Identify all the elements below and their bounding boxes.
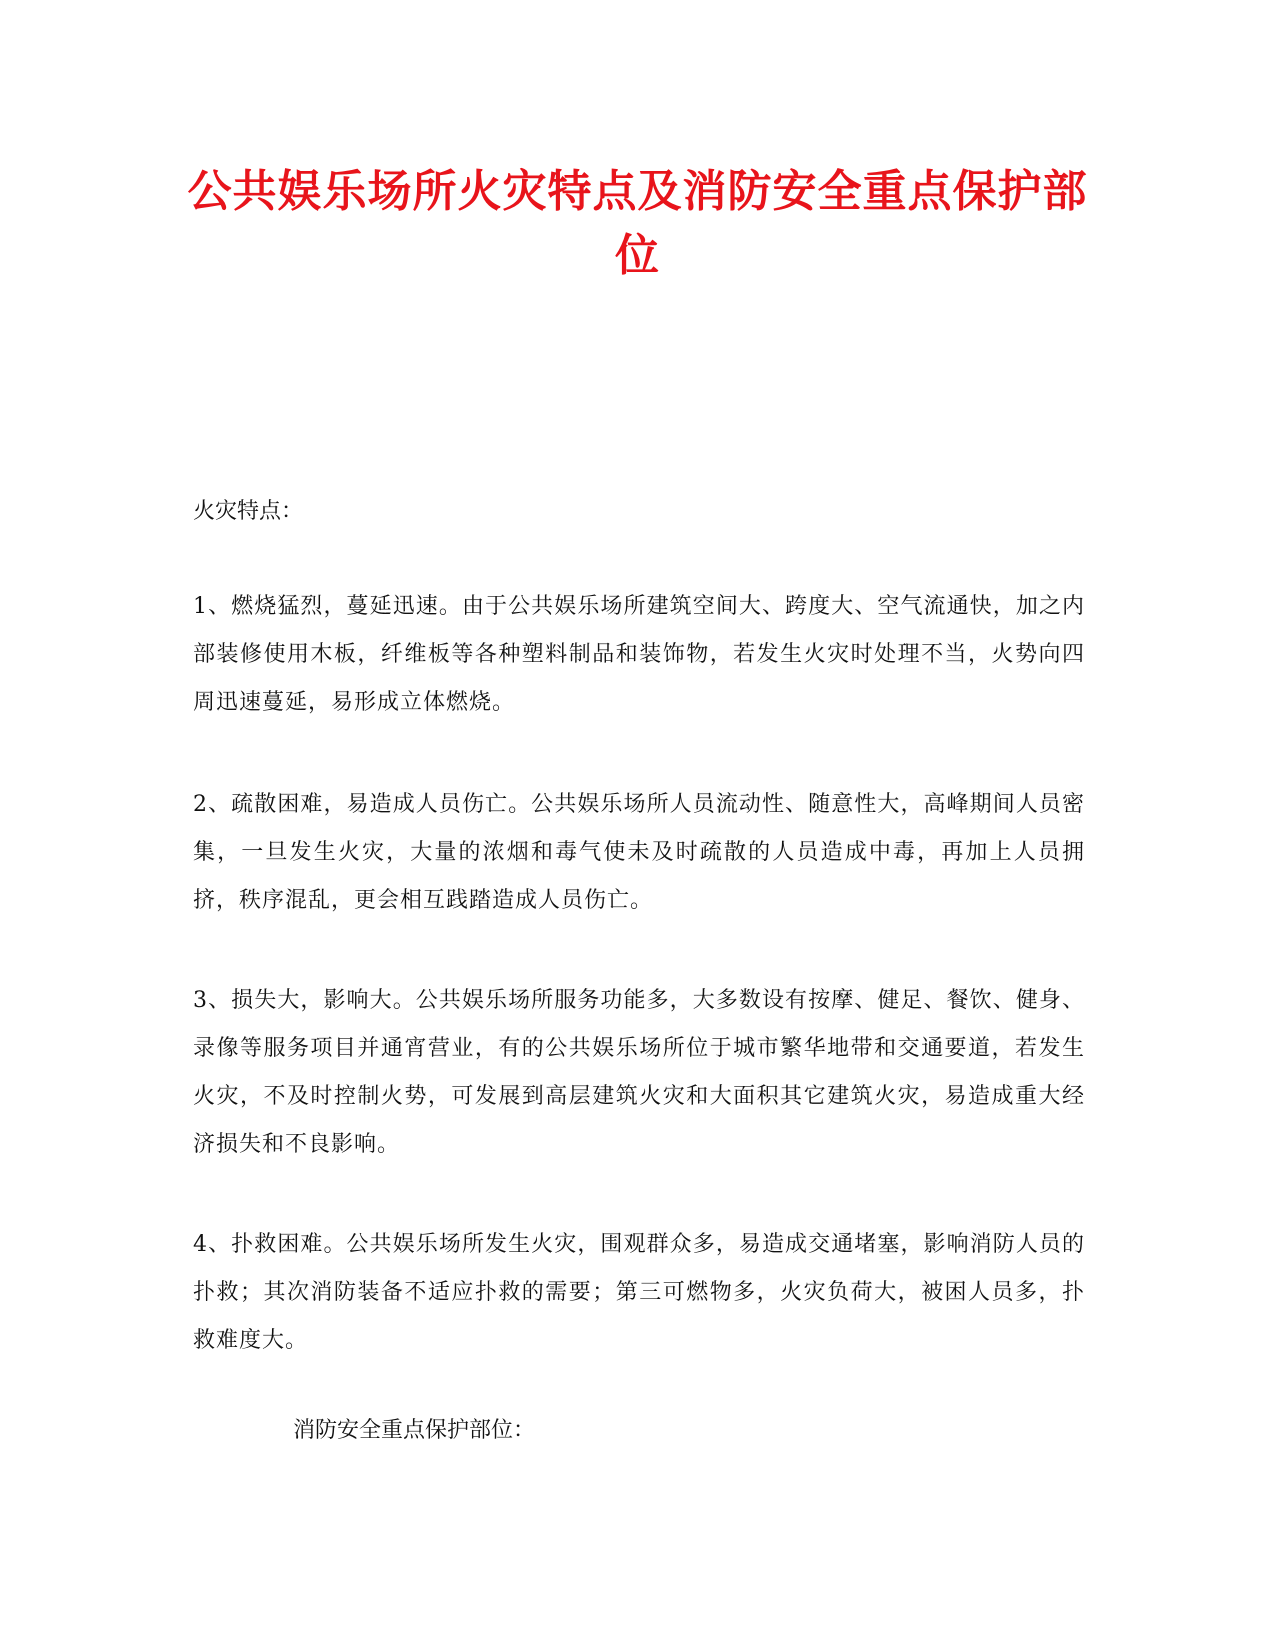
paragraph-4: 4、扑救困难。公共娱乐场所发生火灾，围观群众多，易造成交通堵塞，影响消防人员的扑救；其次消防装备不适应扑救的需要；第三可燃物多，火灾负荷大，被困人员多，扑救难度大。 xyxy=(193,1232,1085,1353)
section-heading-fire-characteristics: 火灾特点： xyxy=(193,499,304,524)
paragraph-2: 2、疏散困难，易造成人员伤亡。公共娱乐场所人员流动性、随意性大，高峰期间人员密集，一旦发生火灾，大量的浓烟和毒气使未及时疏散的人员造成中毒，再加上人员拥挤，秩序混乱，更会相互践踏造成人员伤亡。 xyxy=(193,792,1085,913)
paragraph-3: 3、损失大，影响大。公共娱乐场所服务功能多，大多数设有按摩、健足、餐饮、健身、录像等服务项目并通宵营业，有的公共娱乐场所位于城市繁华地带和交通要道，若发生火灾，不及时控制火势，可发展到高层建筑火灾和大面积其它建筑火灾，易造成重大经济损失和不良影响。 xyxy=(193,988,1085,1157)
paragraph-1: 1、燃烧猛烈，蔓延迅速。由于公共娱乐场所建筑空间大、跨度大、空气流通快，加之内部装修使用木板，纤维板等各种塑料制品和装饰物，若发生火灾时处理不当，火势向四周迅速蔓延，易形成立体燃烧。 xyxy=(193,594,1085,715)
document-title: 公共娱乐场所火灾特点及消防安全重点保护部位 xyxy=(187,166,1088,281)
section-heading-key-protection-areas: 消防安全重点保护部位： xyxy=(293,1418,536,1443)
